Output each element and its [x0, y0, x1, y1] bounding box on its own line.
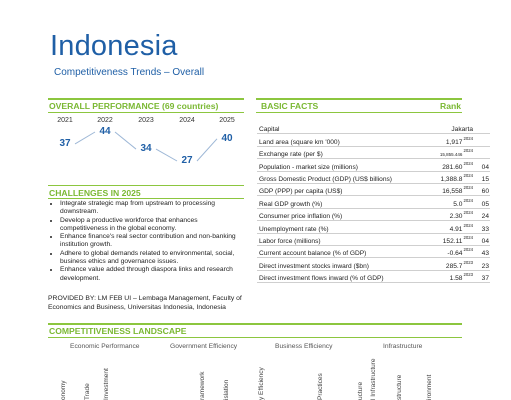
fact-value: -0.64 [447, 250, 463, 258]
overall-year-2024: 2024 [179, 117, 195, 124]
fact-value: 2.30 [449, 213, 463, 221]
fact-label: Consumer price inflation (%) [257, 208, 402, 220]
overall-trend-line [0, 0, 250, 180]
subfactor-label: islation [223, 379, 230, 400]
fact-rank: 43 [474, 245, 490, 257]
overall-heading: OVERALL PERFORMANCE (69 countries) [49, 101, 219, 111]
subfactor-label: structure [396, 374, 403, 400]
fact-year: 2024 [463, 222, 473, 228]
subfactor-label: y Efficiency [258, 367, 265, 400]
facts-table [257, 122, 490, 283]
fact-rank [474, 146, 490, 158]
fact-label: Population - market size (millions) [257, 159, 402, 171]
overall-rank-2023: 34 [140, 143, 152, 155]
facts-row [257, 208, 490, 220]
pillar-label: Government Efficiency [170, 343, 238, 350]
fact-label: Land area (square km '000) [257, 134, 402, 146]
fact-label: Direct investment stocks inward ($bn) [257, 258, 402, 270]
facts-row [257, 245, 490, 257]
fact-year: 2024 [463, 172, 473, 178]
fact-year: 2024 [463, 197, 473, 203]
facts-row [257, 159, 490, 171]
fact-rank: 15 [474, 171, 490, 183]
page-title: Indonesia [50, 30, 178, 62]
facts-bottom-rule [256, 112, 462, 113]
fact-rank: 60 [474, 183, 490, 195]
fact-label: Labor force (millions) [257, 233, 402, 245]
facts-row [257, 146, 490, 158]
subfactor-label: ucture [357, 381, 364, 400]
facts-row [257, 270, 490, 282]
overall-rank-2025: 40 [221, 132, 233, 144]
capital-value: Jakarta [402, 122, 474, 134]
facts-row [257, 196, 490, 208]
overall-year-2022: 2022 [97, 117, 113, 124]
fact-year: 2024 [463, 234, 473, 240]
fact-value: 1,917 [445, 138, 463, 146]
landscape-top-rule [48, 323, 462, 325]
fact-value: 1,388.8 [440, 175, 463, 183]
overall-year-2023: 2023 [138, 117, 154, 124]
overall-rank-2024: 27 [181, 155, 193, 166]
fact-year: 2024 [463, 185, 473, 191]
fact-value: 5.0 [453, 200, 463, 208]
fact-label: GDP (PPP) per capita (US$) [257, 183, 402, 195]
overall-year-2025: 2025 [219, 117, 235, 124]
facts-row [257, 183, 490, 195]
fact-rank: 24 [474, 208, 490, 220]
overall-rank-2022: 44 [99, 126, 111, 137]
subfactor-label: onomy [60, 380, 67, 400]
fact-year: 2024 [463, 135, 473, 141]
fact-label: Real GDP growth (%) [257, 196, 402, 208]
challenges-heading: CHALLENGES IN 2025 [49, 188, 141, 198]
facts-row [257, 233, 490, 245]
fact-year: 2024 [463, 210, 473, 216]
fact-label: Gross Domestic Product (GDP) (US$ billions) [257, 171, 402, 183]
fact-year: 2024 [463, 160, 473, 166]
fact-label: Direct investment flows inward (% of GDP) [257, 270, 402, 282]
pillar-label: Economic Performance [70, 343, 140, 350]
pillar-label: Business Efficiency [275, 343, 333, 350]
provided-by: PROVIDED BY: LM FEB UI – Lembaga Management, Faculty of Economics and Business, Universitas Indonesia, Indonesia [48, 295, 242, 311]
fact-year: 2023 [463, 272, 473, 278]
challenge-item: • Adhere to global demands related to environmental, social, business ethics and governance issues. [60, 250, 242, 267]
challenge-item: • Integrate strategic map from upstream to processing downstream. [60, 200, 242, 217]
fact-label: Exchange rate (per $) [257, 146, 402, 158]
fact-value: 152.11 [442, 237, 463, 245]
fact-year: 2024 [463, 247, 473, 253]
fact-value: 16,558 [442, 188, 463, 196]
capital-label: Capital [257, 122, 402, 134]
challenge-item: • Enhance finance's real sector contribution and non-banking institution growth. [60, 233, 242, 250]
facts-top-rule [256, 98, 462, 100]
challenge-item: • Enhance value added through diaspora links and research development. [60, 266, 242, 283]
fact-label: Current account balance (% of GDP) [257, 245, 402, 257]
fact-value: 281.60 [442, 163, 463, 171]
facts-rank-label: Rank [440, 101, 462, 111]
challenge-item: • Develop a productive workforce that enhances competitiveness in the global economy. [60, 217, 242, 234]
fact-rank: 04 [474, 159, 490, 171]
fact-value: 285.7 [445, 262, 463, 270]
facts-row [257, 171, 490, 183]
landscape-bottom-rule [48, 337, 462, 338]
page-subtitle: Competitiveness Trends – Overall [54, 67, 205, 78]
fact-label: Unemployment rate (%) [257, 221, 402, 233]
challenges-list [48, 200, 242, 283]
facts-row-capital [257, 122, 490, 134]
subfactor-label: ironment [426, 374, 433, 400]
fact-year: 2024 [463, 148, 473, 154]
overall-year-2021: 2021 [57, 117, 73, 124]
fact-rank: 23 [474, 258, 490, 270]
facts-row [257, 221, 490, 233]
fact-rank: 37 [474, 270, 490, 282]
subfactor-label: Investment [103, 368, 110, 400]
fact-rank: 33 [474, 221, 490, 233]
facts-row [257, 134, 490, 146]
fact-rank: 04 [474, 233, 490, 245]
fact-value: 15,855.446 [439, 152, 463, 158]
fact-rank: 05 [474, 196, 490, 208]
subfactor-label: l Infrastructure [370, 358, 377, 400]
subfactor-label: ramework [199, 371, 206, 400]
subfactor-label: Practices [317, 373, 324, 400]
subfactor-label: Trade [84, 383, 91, 400]
fact-value: 1.58 [449, 275, 463, 283]
facts-heading: BASIC FACTS [261, 101, 319, 111]
facts-row [257, 258, 490, 270]
landscape-heading: COMPETITIVENESS LANDSCAPE [49, 326, 187, 336]
fact-value: 4.91 [449, 225, 463, 233]
fact-rank [474, 134, 490, 146]
fact-year: 2023 [463, 259, 473, 265]
challenges-bottom-rule [48, 198, 244, 199]
pillar-label: Infrastructure [383, 343, 423, 350]
challenges-top-rule [48, 185, 244, 186]
overall-rank-2021: 37 [59, 137, 71, 149]
